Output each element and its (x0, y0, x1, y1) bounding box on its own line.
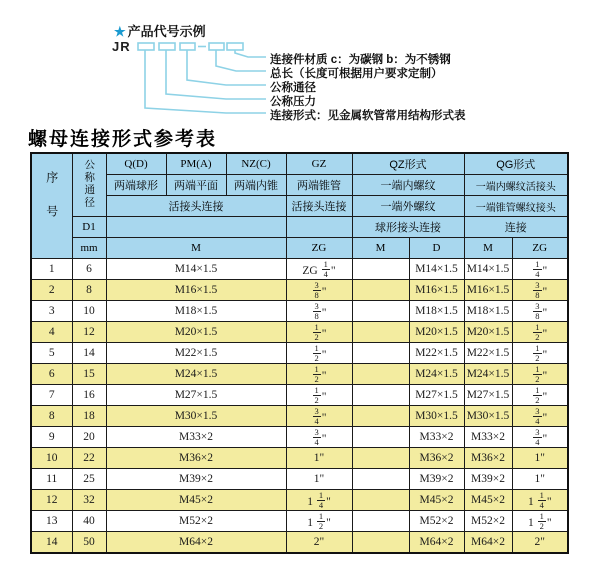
cell-dn: 32 (72, 490, 106, 511)
cell-m: M30×1.5 (106, 406, 286, 427)
connector-3 (187, 50, 266, 85)
cell-qz-d: M64×2 (409, 532, 464, 554)
cell-qz-d: M39×2 (409, 469, 464, 490)
cell-qz-d: M20×1.5 (409, 322, 464, 343)
cell-seq: 11 (31, 469, 72, 490)
cell-dn: 6 (72, 259, 106, 280)
cell-qz-d: M16×1.5 (409, 280, 464, 301)
cell-zg: $\frac{1}{2}$ " (286, 343, 352, 364)
cell-m: M24×1.5 (106, 364, 286, 385)
cell-dn: 20 (72, 427, 106, 448)
cell-qg-m: M18×1.5 (464, 301, 512, 322)
cell-qg-m: M52×2 (464, 511, 512, 532)
header-zg-label: ZG (286, 238, 352, 259)
table-body (31, 259, 568, 554)
cell-seq: 10 (31, 448, 72, 469)
header-col-qg: QG形式 (464, 153, 568, 175)
table-row (31, 532, 568, 554)
cell-dn: 14 (72, 343, 106, 364)
page-title: 螺母连接形式参考表 (28, 129, 218, 150)
cell-zg: 1" (286, 448, 352, 469)
cell-seq: 1 (31, 259, 72, 280)
cell-dn: 8 (72, 280, 106, 301)
table-header (31, 153, 568, 259)
header-gz-desc: 两端锥管 (286, 175, 352, 196)
diagram-heading (114, 21, 206, 40)
cell-m: M20×1.5 (106, 322, 286, 343)
cell-qz-m (352, 343, 409, 364)
connector-5 (235, 50, 266, 57)
cell-qz-m (352, 385, 409, 406)
header-qz-conn: 球形接头连接 (352, 217, 464, 238)
table-row (31, 364, 568, 385)
code-box-5 (227, 43, 243, 50)
cell-zg: $\frac{1}{2}$ " (286, 322, 352, 343)
table-row (31, 322, 568, 343)
table-row (31, 469, 568, 490)
cell-seq: 2 (31, 280, 72, 301)
cell-dn: 25 (72, 469, 106, 490)
header-col-q: Q(D) (106, 153, 166, 175)
header-d1: D1 (72, 217, 106, 238)
cell-qg-zg: $\frac{3}{4}$ " (512, 427, 568, 448)
star-icon: ★ (114, 24, 126, 39)
cell-qg-m: M27×1.5 (464, 385, 512, 406)
cell-qz-d: M18×1.5 (409, 301, 464, 322)
cell-zg: $\frac{3}{8}$ " (286, 301, 352, 322)
header-m-label: M (106, 238, 286, 259)
header-qpmnz-conn: 活接头连接 (106, 196, 286, 217)
header-qg-conn: 连接 (464, 217, 568, 238)
cell-zg: ZG $\frac{1}{4}$ " (286, 259, 352, 280)
table-row (31, 406, 568, 427)
cell-m: M52×2 (106, 511, 286, 532)
diagram-label-connection: 连接形式：见金属软管常用结构形式表 (270, 110, 466, 122)
nut-connection-table (30, 152, 569, 554)
cell-qg-zg: $\frac{1}{2}$ " (512, 322, 568, 343)
cell-qg-zg: 2" (512, 532, 568, 554)
diagram-heading-text: 产品代号示例 (127, 24, 206, 39)
cell-qg-zg: 1" (512, 469, 568, 490)
code-box-3 (180, 43, 195, 50)
cell-qz-m (352, 532, 409, 554)
cell-seq: 13 (31, 511, 72, 532)
header-col-nz: NZ(C) (226, 153, 286, 175)
cell-dn: 16 (72, 385, 106, 406)
cell-qg-m: M24×1.5 (464, 364, 512, 385)
header-qz-desc2: 一端外螺纹 (352, 196, 464, 217)
cell-qg-m: M39×2 (464, 469, 512, 490)
connector-1 (145, 50, 266, 113)
header-qg-zg: ZG (512, 238, 568, 259)
cell-qg-zg: $\frac{3}{8}$ " (512, 301, 568, 322)
cell-qg-zg: $\frac{3}{8}$ " (512, 280, 568, 301)
cell-dn: 50 (72, 532, 106, 554)
cell-seq: 8 (31, 406, 72, 427)
cell-seq: 4 (31, 322, 72, 343)
cell-qz-m (352, 448, 409, 469)
cell-seq: 14 (31, 532, 72, 554)
cell-m: M33×2 (106, 427, 286, 448)
cell-qz-d: M27×1.5 (409, 385, 464, 406)
cell-m: M16×1.5 (106, 280, 286, 301)
cell-zg: $\frac{3}{4}$ " (286, 406, 352, 427)
cell-qz-d: M30×1.5 (409, 406, 464, 427)
cell-qg-zg: 1" (512, 448, 568, 469)
header-empty-2 (286, 217, 352, 238)
table-row (31, 343, 568, 364)
header-qz-m: M (352, 238, 409, 259)
cell-qg-zg: 1 $\frac{1}{2}$ " (512, 511, 568, 532)
cell-qz-d: M33×2 (409, 427, 464, 448)
cell-qz-d: M14×1.5 (409, 259, 464, 280)
cell-zg: $\frac{3}{8}$ " (286, 280, 352, 301)
header-qz-desc1: 一端内螺纹 (352, 175, 464, 196)
cell-qz-m (352, 322, 409, 343)
table-row (31, 490, 568, 511)
cell-qz-d: M24×1.5 (409, 364, 464, 385)
cell-dn: 12 (72, 322, 106, 343)
cell-qg-m: M33×2 (464, 427, 512, 448)
diagram-label-material: 连接件材质 c：为碳钢 b：为不锈钢 (270, 54, 451, 66)
cell-seq: 6 (31, 364, 72, 385)
connector-4 (216, 50, 266, 71)
cell-qg-zg: $\frac{1}{2}$ " (512, 343, 568, 364)
cell-qg-m: M22×1.5 (464, 343, 512, 364)
cell-qz-m (352, 280, 409, 301)
table-row (31, 301, 568, 322)
cell-zg: $\frac{1}{2}$ " (286, 364, 352, 385)
header-gz-conn: 活接头连接 (286, 196, 352, 217)
header-nz-desc: 两端内锥 (226, 175, 286, 196)
cell-zg: 2" (286, 532, 352, 554)
table-row (31, 427, 568, 448)
cell-qz-m (352, 427, 409, 448)
cell-qg-zg: 1 $\frac{1}{4}$ " (512, 490, 568, 511)
cell-seq: 3 (31, 301, 72, 322)
cell-seq: 12 (31, 490, 72, 511)
header-qg-m: M (464, 238, 512, 259)
cell-zg: 1" (286, 469, 352, 490)
cell-qg-m: M20×1.5 (464, 322, 512, 343)
table-row (31, 511, 568, 532)
cell-qg-m: M30×1.5 (464, 406, 512, 427)
cell-zg: 1 $\frac{1}{4}$ " (286, 490, 352, 511)
cell-qg-zg: $\frac{1}{2}$ " (512, 364, 568, 385)
cell-qg-zg: $\frac{1}{2}$ " (512, 385, 568, 406)
cell-dn: 18 (72, 406, 106, 427)
cell-qz-d: M22×1.5 (409, 343, 464, 364)
cell-seq: 5 (31, 343, 72, 364)
cell-m: M36×2 (106, 448, 286, 469)
cell-qz-m (352, 469, 409, 490)
cell-m: M39×2 (106, 469, 286, 490)
cell-qg-m: M36×2 (464, 448, 512, 469)
header-dn: 公称通径 (72, 153, 106, 217)
cell-qg-m: M45×2 (464, 490, 512, 511)
header-qg-desc2: 一端锥管螺纹接头 (464, 196, 568, 217)
cell-m: M64×2 (106, 532, 286, 554)
cell-qz-m (352, 406, 409, 427)
cell-m: M14×1.5 (106, 259, 286, 280)
table-row (31, 259, 568, 280)
code-box-1 (138, 43, 154, 50)
diagram-label-pressure: 公称压力 (270, 96, 316, 108)
header-pm-desc: 两端平面 (166, 175, 226, 196)
header-qg-desc1: 一端内螺纹活接头 (464, 175, 568, 196)
cell-qz-m (352, 490, 409, 511)
cell-seq: 7 (31, 385, 72, 406)
cell-qg-zg: $\frac{1}{4}$ " (512, 259, 568, 280)
cell-qz-m (352, 259, 409, 280)
table-row (31, 385, 568, 406)
header-qz-d: D (409, 238, 464, 259)
header-mm: mm (72, 238, 106, 259)
diagram-label-diameter: 公称通径 (270, 82, 316, 94)
header-seq: 序号 (31, 153, 72, 259)
header-col-pm: PM(A) (166, 153, 226, 175)
table-row (31, 448, 568, 469)
product-code-prefix: JR (112, 39, 131, 54)
cell-qg-zg: $\frac{3}{4}$ " (512, 406, 568, 427)
cell-zg: 1 $\frac{1}{2}$ " (286, 511, 352, 532)
cell-dn: 10 (72, 301, 106, 322)
cell-m: M22×1.5 (106, 343, 286, 364)
table-row (31, 280, 568, 301)
cell-qg-m: M64×2 (464, 532, 512, 554)
header-q-desc: 两端球形 (106, 175, 166, 196)
code-box-2 (159, 43, 175, 50)
header-col-gz: GZ (286, 153, 352, 175)
cell-seq: 9 (31, 427, 72, 448)
cell-qz-m (352, 301, 409, 322)
cell-qz-m (352, 364, 409, 385)
cell-zg: $\frac{1}{2}$ " (286, 385, 352, 406)
cell-m: M45×2 (106, 490, 286, 511)
cell-qz-d: M52×2 (409, 511, 464, 532)
cell-dn: 40 (72, 511, 106, 532)
cell-qg-m: M16×1.5 (464, 280, 512, 301)
cell-qz-m (352, 511, 409, 532)
cell-zg: $\frac{3}{4}$ " (286, 427, 352, 448)
code-box-4 (209, 43, 224, 50)
cell-qz-d: M36×2 (409, 448, 464, 469)
header-col-qz: QZ形式 (352, 153, 464, 175)
cell-m: M18×1.5 (106, 301, 286, 322)
cell-dn: 22 (72, 448, 106, 469)
cell-qg-m: M14×1.5 (464, 259, 512, 280)
cell-dn: 15 (72, 364, 106, 385)
header-empty-1 (106, 217, 286, 238)
cell-qz-d: M45×2 (409, 490, 464, 511)
diagram-label-length: 总长（长度可根据用户要求定制） (270, 68, 443, 80)
cell-m: M27×1.5 (106, 385, 286, 406)
